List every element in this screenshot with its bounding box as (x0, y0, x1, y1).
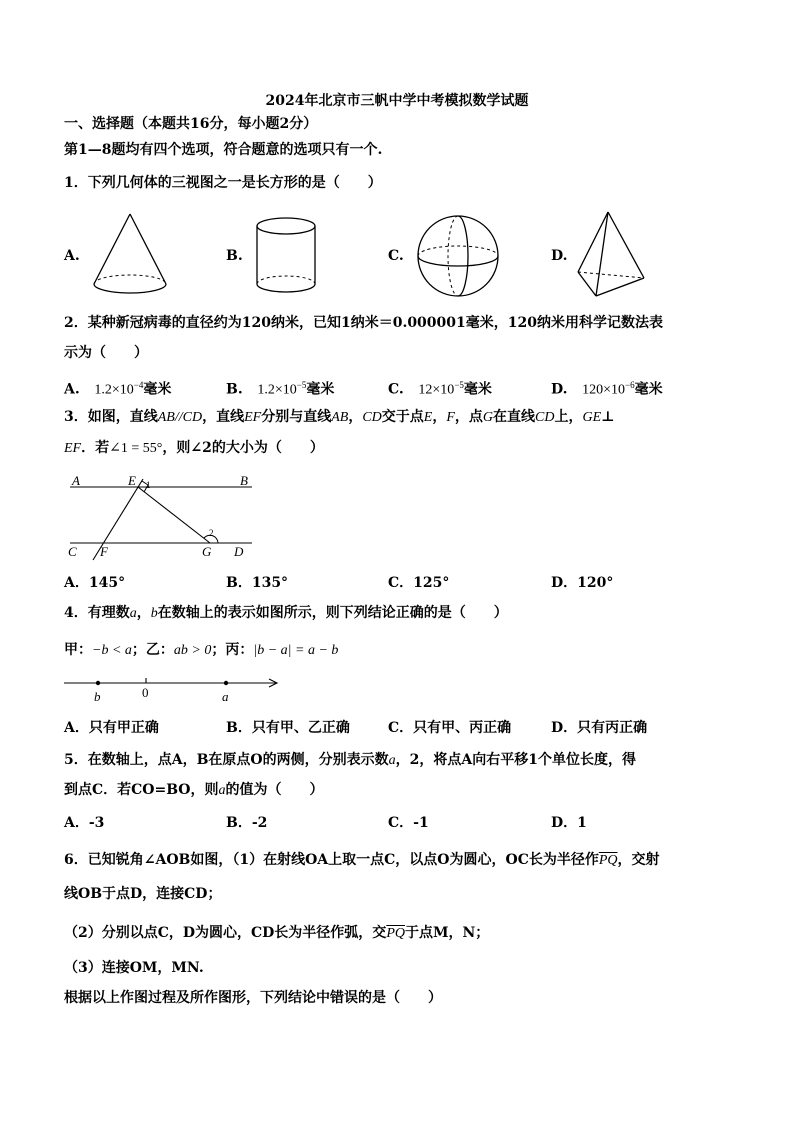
label-c: C (68, 544, 77, 559)
q2-stem-line2: 示为（ ） (64, 345, 148, 361)
q4-number-line (62, 672, 282, 708)
arc-pq-2: $\overline{PQ}$ (386, 926, 405, 941)
q6-stem-line2: 线OB于点D，连接CD； (64, 886, 222, 902)
axis-label-a: a (222, 689, 229, 704)
q4-option-a: A．只有甲正确 (64, 720, 159, 736)
q2-option-a: A. $1.2\times 10^{-4}$毫米 (64, 380, 172, 398)
q2-stem-line1: 2．某种新冠病毒的直径约为120纳米，已知1纳米＝0.000001毫米，120纳米用科学记数法表 (64, 315, 663, 331)
q6-question: 根据以上作图过程及所作图形，下列结论中错误的是（ ） (64, 990, 442, 1006)
q1-option-c-label: C. (388, 248, 404, 264)
q5-option-a: A．-3 (64, 815, 105, 831)
cylinder-figure (252, 214, 320, 298)
q4-option-c: C．只有甲、丙正确 (388, 720, 512, 736)
label-b: B (240, 473, 248, 488)
q2-option-c: C. $12\times 10^{-5}$毫米 (388, 380, 492, 398)
q5-option-d: D．1 (551, 815, 587, 831)
q4-option-b: B．只有甲、乙正确 (226, 720, 350, 736)
q3-parallel-lines-figure (64, 470, 264, 562)
q6-stem-line1: 6．已知锐角∠AOB如图，（1）在射线OA上取一点C，以点O为圆心，OC长为半径作$\overline{PQ}$，交射 (64, 852, 660, 868)
q5-stem-line2: 到点C．若CO=BO，则a的值为（ ） (64, 782, 324, 798)
label-g: G (202, 544, 212, 559)
label-a: A (72, 473, 80, 488)
q6-step-3: （3）连接OM，MN. (64, 960, 204, 976)
q5-option-c: C．-1 (388, 815, 429, 831)
q3-stem-line1: 3．如图，直线AB//CD，直线EF分别与直线AB，CD交于点E，F，点G在直线CD上，GE⊥ (64, 409, 615, 425)
q5-option-b: B．-2 (226, 815, 268, 831)
label-angle-2: 2 (209, 528, 214, 538)
q3-option-c: C．125° (388, 575, 450, 591)
section-heading: 一、选择题（本题共16分，每小题2分） (64, 116, 318, 132)
axis-label-b: b (94, 689, 101, 704)
page-title: 2024年北京市三帆中学中考模拟数学试题 (265, 93, 529, 109)
q3-option-d: D．120° (551, 575, 614, 591)
cone-figure (88, 212, 172, 298)
q3-option-b: B．135° (226, 575, 289, 591)
sphere-figure (414, 212, 502, 300)
q5-stem-line1: 5．在数轴上，点A，B在原点O的两侧，分别表示数a，2，将点A向右平移1个单位长度，得 (64, 752, 636, 768)
label-e: E (128, 473, 136, 488)
q1-stem: 1．下列几何体的三视图之一是长方形的是（ ） (64, 175, 382, 191)
label-angle-1: 1 (146, 480, 151, 490)
label-d: D (234, 544, 244, 559)
q1-option-a-label: A. (64, 248, 80, 264)
label-f: F (100, 544, 108, 559)
arc-pq: $\overline{PQ}$ (598, 853, 618, 868)
q4-option-d: D．只有丙正确 (551, 720, 648, 736)
q1-option-d-label: D. (551, 248, 568, 264)
q3-stem-line2: EF．若∠1 = 55°，则∠2的大小为（ ） (64, 440, 324, 456)
q4-stem: 4．有理数a，b在数轴上的表示如图所示，则下列结论正确的是（ ） (64, 605, 508, 621)
q2-option-d: D. $120\times 10^{-6}$毫米 (551, 380, 663, 398)
q2-option-b: B. $1.2\times 10^{-5}$毫米 (226, 380, 335, 398)
q6-step-2: （2）分别以点C，D为圆心，CD长为半径作弧，交$\overline{PQ}$于点M，N； (64, 925, 490, 941)
q4-statements: 甲：−b < a；乙：ab > 0；丙：|b − a| = a − b (64, 642, 339, 658)
instruction-text: 第1—8题均有四个选项，符合题意的选项只有一个. (64, 142, 383, 158)
q1-option-b-label: B. (226, 248, 243, 264)
pyramid-figure (574, 208, 648, 302)
axis-label-zero: 0 (142, 685, 149, 700)
q3-option-a: A．145° (64, 575, 126, 591)
